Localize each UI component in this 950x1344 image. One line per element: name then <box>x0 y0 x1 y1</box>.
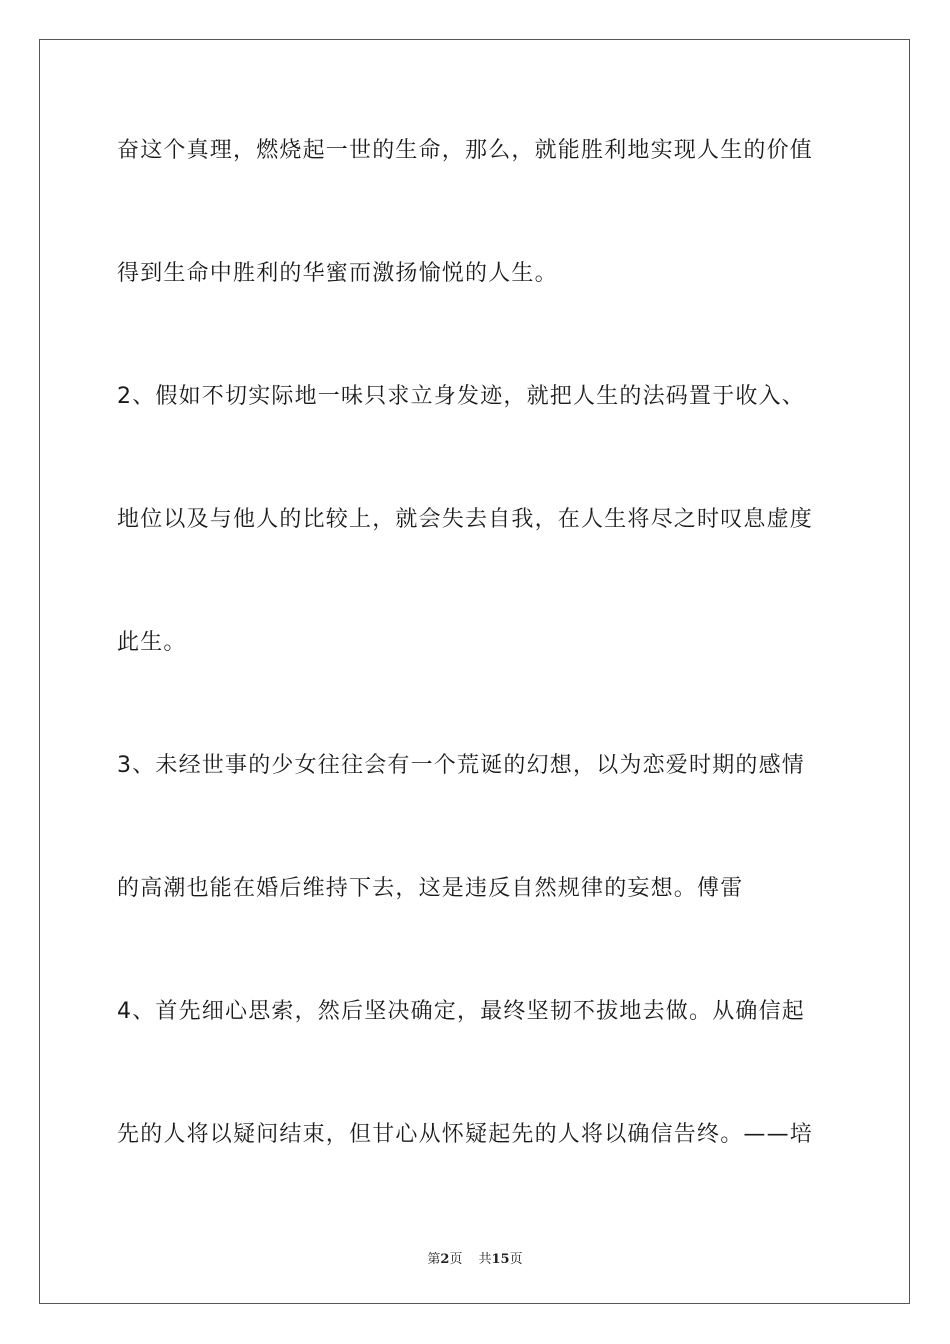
body-text-line-1: 奋这个真理，燃烧起一世的生命，那么，就能胜利地实现人生的价值 <box>117 138 814 163</box>
page-number: 2 <box>440 1252 450 1267</box>
body-text-line-4: 地位以及与他人的比较上，就会失去自我，在人生将尽之时叹息虚度 <box>117 507 814 532</box>
page-footer <box>0 1248 950 1267</box>
page-suffix: 页 <box>449 1252 463 1267</box>
page-prefix: 第 <box>427 1252 441 1267</box>
page-border <box>39 39 910 1304</box>
body-text-line-3: 2、假如不切实际地一味只求立身发迹，就把人生的法码置于收入、 <box>117 384 805 409</box>
total-pages: 15 <box>491 1252 510 1267</box>
body-text-line-7: 的高潮也能在婚后维持下去，这是违反自然规律的妄想。傅雷 <box>117 876 744 901</box>
body-text-line-8: 4、首先细心思索，然后坚决确定，最终坚韧不拔地去做。从确信起 <box>117 999 805 1024</box>
body-text-line-5: 此生。 <box>117 630 187 655</box>
total-suffix: 页 <box>509 1252 523 1267</box>
body-text-line-2: 得到生命中胜利的华蜜而激扬愉悦的人生。 <box>117 261 558 286</box>
total-prefix: 共 <box>478 1252 492 1267</box>
body-text-line-6: 3、未经世事的少女往往会有一个荒诞的幻想，以为恋爱时期的感情 <box>117 753 805 778</box>
body-text-line-9: 先的人将以疑问结束，但甘心从怀疑起先的人将以确信告终。——培 <box>117 1122 814 1147</box>
